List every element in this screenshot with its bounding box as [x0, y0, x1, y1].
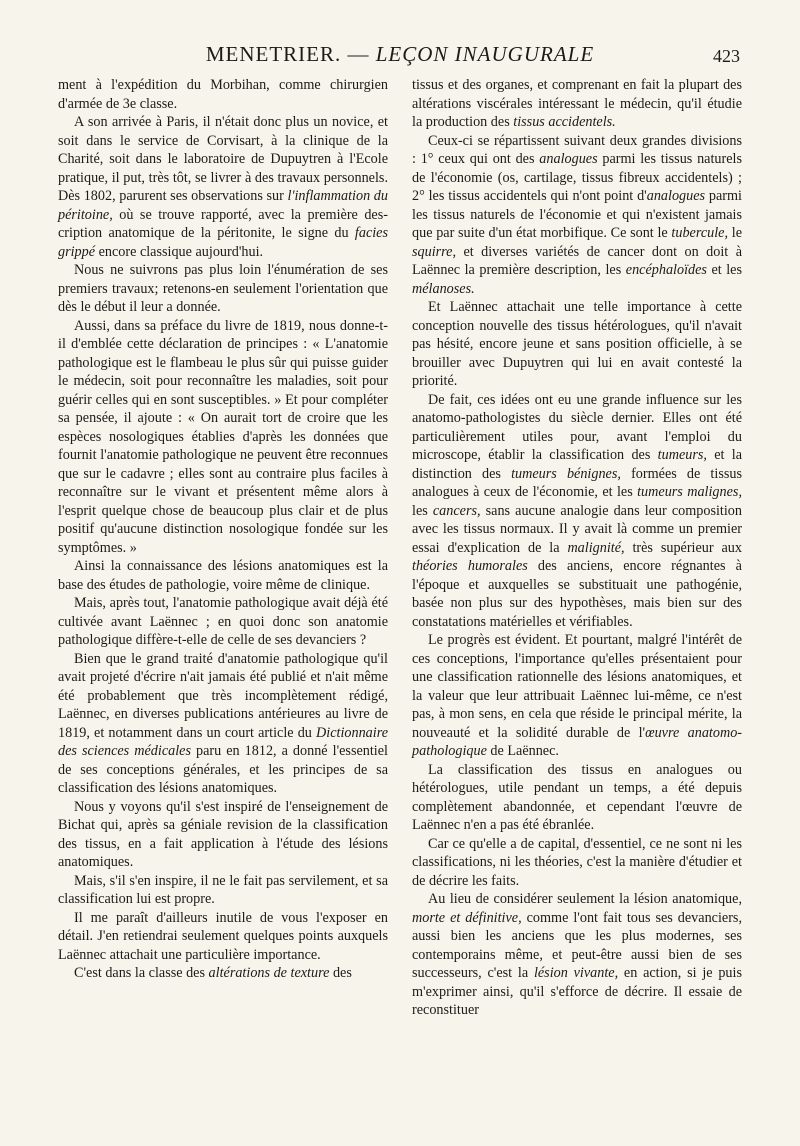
paragraph — [412, 298, 742, 391]
text-run: Et Laënnec attachait une telle importance à cette conception nouvelle des tissus hétérologues, qu'il n'avait pas hésité, encore jeune et sans position officielle, à se brouiller avec Dupuytren qui lui en avait contesté la priorité. — [412, 299, 742, 389]
text-run: Bien que le grand traité d'anatomie pathologique qu'il avait projeté d'écrire n'ait jamais été publié et n'ait même été probablement que très incomplètement rédigé, Laënnec, en diverses publications antérieures au livre de 1819, et notamment dans un court article du — [58, 650, 388, 741]
text-run: C'est dans la classe des — [74, 965, 209, 981]
text-run: A son arrivée à Paris, il n'était donc plus un novice, et soit dans le service de Corvisart, à la clinique de la Charité, soit dans le laboratoire de Dupuytren à l'Ecole pratique, il put, très tôt, se livrer à des travaux personnels. Dès 1802, parurent ses observations sur — [58, 114, 388, 204]
text-run: ment à l'expédition du Morbihan, comme chirurgien d'armée de 3e classe. — [58, 77, 388, 112]
text-columns — [58, 76, 742, 1020]
page-number: 423 — [713, 46, 740, 66]
text-run: sans aucune analogie dans leur composition avec les tissus normaux. Il y avait là comme un premier essai d'explication de la — [412, 502, 742, 556]
paragraph — [412, 631, 742, 761]
text-run: le — [728, 225, 742, 241]
text-run: tissus et des organes, et comprenant en fait la plupart des altérations viscérales intéressant le médecin, qu'il étudie la production des — [412, 77, 742, 130]
text-run: et diverses variétés de cancer dont on doit à Laënnec la première description, les — [412, 243, 742, 278]
italic-text: théories humorales — [412, 558, 528, 574]
text-run: paru en 1812, a donné l'essentiel de ses conceptions générales, et les principes de sa classification des lésions anatomiques. — [58, 743, 388, 796]
italic-text: encéphaloïdes — [625, 262, 707, 278]
italic-text: morte et définitive, — [412, 909, 522, 926]
paragraph — [412, 132, 742, 299]
paragraph — [58, 872, 388, 909]
italic-text: cancers, — [432, 502, 481, 519]
paragraph — [412, 761, 742, 835]
paragraph — [412, 391, 742, 632]
paragraph — [58, 964, 388, 983]
italic-text: tumeurs, — [657, 447, 707, 463]
text-run: les — [412, 502, 433, 519]
italic-text: malignité, — [567, 539, 625, 556]
text-run: comme l'ont fait tous ses devanciers, aussi bien les anciens que les plus modernes, ses contemporains même, et peut-être aussi bien de ses successeurs, c'est la — [412, 909, 742, 981]
text-run: où se trouve rapporté, avec la première description anatomique de la péritonite, le signe du — [58, 206, 388, 241]
italic-text: squirre, — [412, 243, 457, 260]
paragraph — [58, 113, 388, 261]
italic-text: facies grippé — [58, 225, 388, 260]
text-run: De fait, ces idées ont eu une grande influence sur les anatomo-pathologistes du siècle dernier. Elles ont été particulièrement utiles pour, avant l'emploi du microscope, établir la classification des — [412, 391, 742, 463]
text-run: Mais, après tout, l'anatomie pathologique avait déjà été cultivée avant Laënnec ; en quoi donc son anatomie pathologique diffère-t-elle de celle de ses devanciers ? — [58, 595, 388, 648]
paragraph — [58, 76, 388, 113]
text-run: parmi les tissus naturels de l'économie (os, cartilage, tissus fibreux accidentels) ; 2° les tissus accidentels qui n'ont point d' — [412, 151, 742, 204]
italic-text: l'inflammation du péritoine, — [58, 188, 388, 223]
text-run: Ainsi la connaissance des lésions anatomiques est la base des études de pathologie, voire même de clinique. — [58, 558, 388, 593]
text-run: des anciens, encore régnantes à l'époque et auxquelles se substituait une pathogénie, basée non plus sur des hypothèses, mais bien sur des constatations matérielles et vérifiables. — [412, 558, 742, 630]
italic-text: lésion vivante, — [533, 965, 619, 981]
paragraph — [412, 835, 742, 891]
italic-text: tumeurs bénignes, — [511, 465, 621, 482]
title-lecture: LEÇON INAUGURALE — [375, 42, 595, 66]
text-run: parmi les tissus naturels de l'économie et qui n'existent jamais que par suite d'un état morbifique. Ce sont le — [412, 188, 743, 241]
text-run: très supérieur aux — [624, 539, 742, 556]
paragraph — [58, 261, 388, 317]
text-run: Car ce qu'elle a de capital, d'essentiel, ce ne sont ni les classifications, ni les théories, c'est la manière d'étudier et de décrire les faits. — [412, 835, 742, 889]
paragraph — [412, 76, 742, 132]
running-header — [58, 40, 742, 70]
paragraph — [58, 798, 388, 872]
paragraph — [58, 650, 388, 798]
text-run: et les — [706, 262, 743, 278]
text-run: de Laënnec. — [486, 743, 559, 759]
italic-text: Dictionnaire des sciences médicales — [58, 724, 388, 759]
text-run: Le progrès est évident. Et pourtant, malgré l'intérêt de ces conceptions, l'importance qu'elles présentaient pour une classification rationnelle des lésions anatomiques, et la valeur que leur attribuait Laënnec lui-même, ce n'est pas, à mon sens, en cela que réside le principal mérite, la nouveauté et la solidité durable de l' — [412, 632, 742, 741]
text-run: Nous ne suivrons pas plus loin l'énumération de ses premiers travaux; retenons-en seulement l'orientation que dès le début il leur a donnée. — [58, 262, 388, 315]
text-run: encore classique aujourd'hui. — [95, 243, 264, 260]
title-author: MENETRIER. — — [205, 42, 376, 66]
italic-text: œuvre anatomo-pathologique — [412, 724, 743, 759]
right-column — [412, 76, 742, 1020]
italic-text: tumeurs malignes, — [637, 484, 742, 500]
italic-text: tubercule, — [671, 225, 729, 241]
text-run: Il me paraît d'ailleurs inutile de vous l'exposer en détail. J'en retiendrai seulement quelques points auxquels Laënnec attachait une particulière importance. — [58, 909, 388, 963]
text-run: et la distinction des — [412, 447, 742, 482]
running-title — [58, 42, 742, 67]
text-run: Mais, s'il s'en inspire, il ne le fait pas servilement, et sa classification lui est propre. — [58, 872, 388, 907]
left-column — [58, 76, 388, 1020]
italic-text: tissus accidentels. — [513, 114, 616, 130]
paragraph — [412, 890, 742, 1020]
text-run: Nous y voyons qu'il s'est inspiré de l'enseignement de Bichat qui, après sa géniale revision de la classification des tissus, en a fait application à l'étude des lésions anatomiques. — [58, 798, 388, 870]
text-run: en action, si je puis m'exprimer ainsi, qu'il s'efforce de décrire. Il essaie de reconstituer — [412, 965, 742, 1018]
italic-text: altérations de texture — [208, 965, 330, 981]
text-run: des — [329, 965, 352, 981]
text-run: Ceux-ci se répartissent suivant deux grandes divisions : 1° ceux qui ont des — [412, 132, 742, 167]
paragraph — [58, 594, 388, 650]
italic-text: analogues — [539, 151, 598, 167]
text-run: Au lieu de considérer seulement la lésion anatomique, — [428, 891, 742, 907]
paragraph — [58, 317, 388, 558]
paragraph — [58, 557, 388, 594]
text-run: Aussi, dans sa préface du livre de 1819, nous donne-t-il d'emblée cette déclaration de principes : « L'anatomie pathologique est le flambeau le plus sûr qui puisse guider le médecin, soit pour reconnaître les maladies, soit pour guérir celles qui en sont susceptibles. » Et pour compléter sa pensée, il ajoute : « On aurait tort de croire que les espèces nosologiques établies d'après les données que fournit l'anatomie pathologique ne peuvent être reconnues que sur le cadavre ; elles sont au contraire plus faciles à reconnaître sur le vivant et présentent même alors à l'esprit quelque chose de beaucoup plus clair et de plus positif qu'aucune distinction nosologique fondée sur les symptômes. » — [58, 317, 388, 556]
text-run: formées de tissus analogues à ceux de l'économie, et les — [412, 465, 742, 500]
paragraph — [58, 909, 388, 965]
italic-text: analogues — [646, 188, 706, 204]
italic-text: mélanoses. — [412, 280, 475, 297]
text-run: La classification des tissus en analogues ou hétérologues, utile pendant un temps, a été depuis complètement abandonnée, et cependant l'œuvre de Laënnec n'en a pas été ébranlée. — [412, 761, 742, 833]
